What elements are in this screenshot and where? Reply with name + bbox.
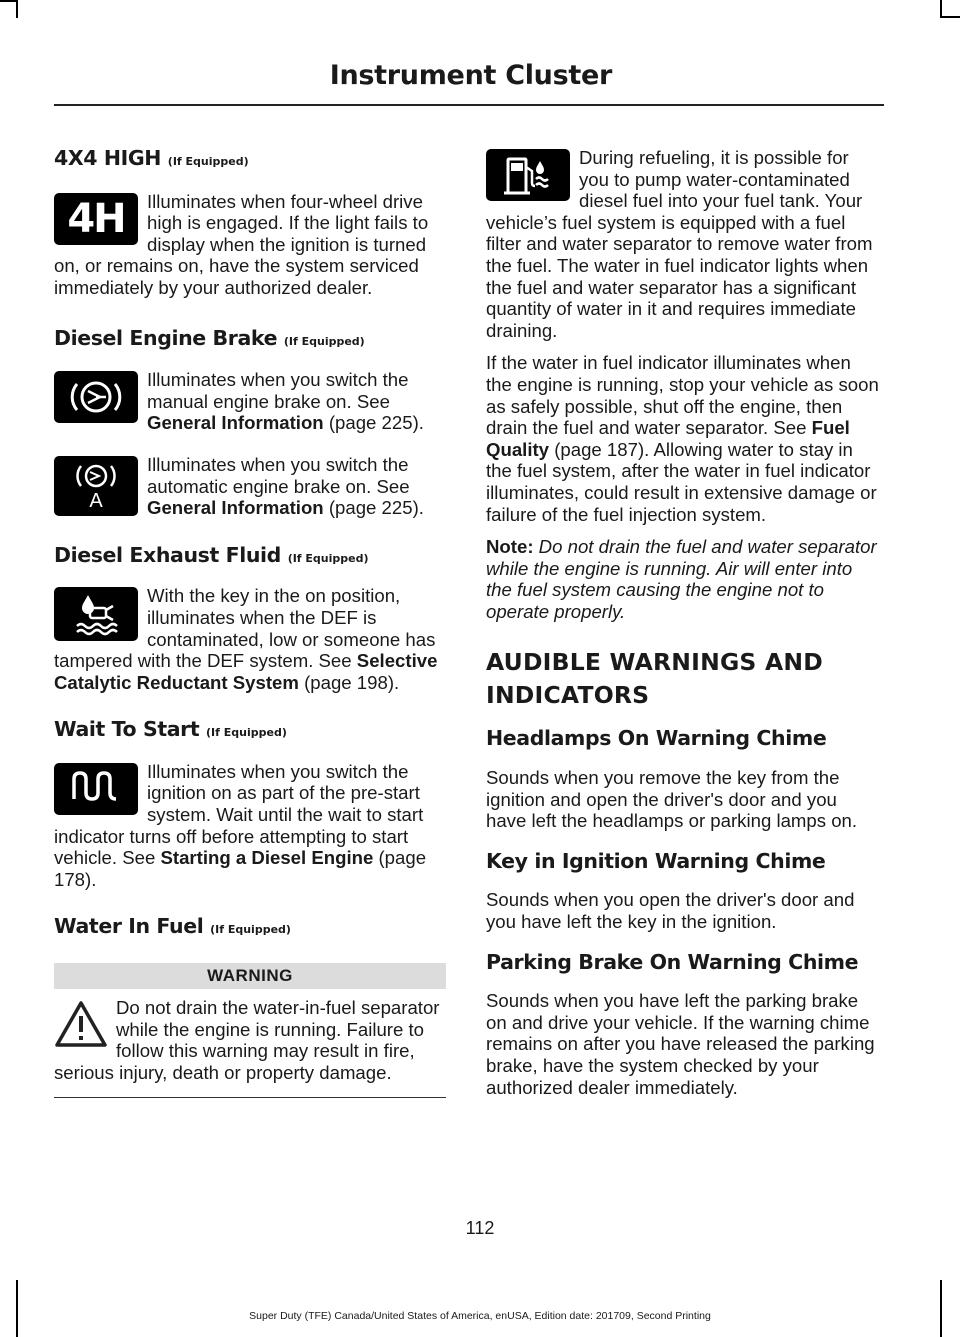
- body-text: During refueling, it is possible for you to pump water-contaminated diesel fuel into your fuel tank. Your vehicle’s fuel system is equipped with a fuel filter and water separator to remove water from the fuel. The water in fuel indicator lights when the fuel and water separator has a significant quantity of water in it and requires immediate draining.: [486, 147, 873, 341]
- water-in-fuel-icon: [486, 149, 570, 201]
- section-heading-water-in-fuel: Water In Fuel (If Equipped): [54, 914, 291, 939]
- glow-plug-icon: [54, 763, 138, 815]
- section-heading-diesel-engine-brake: Diesel Engine Brake (If Equipped): [54, 325, 365, 350]
- crop-mark: [940, 1280, 942, 1337]
- if-equipped-label: (If Equipped): [167, 155, 249, 168]
- body-text: Illuminates when four-wheel drive high is engaged. If the light fails to display when the ignition is turned on, or remains on, have the system serviced immediately by your authorized dealer.: [54, 190, 429, 298]
- body-text: Sounds when you remove the key from the ignition and open the driver's door and you have left the headlamps or parking lamps on.: [486, 767, 858, 832]
- crop-mark: [16, 0, 18, 18]
- if-equipped-label: (If Equipped): [206, 726, 287, 740]
- body-text: With the key in the on position, illuminates when the DEF is contaminated, low or someone has tampered with the DEF system. See Selective Catalytic Reductant System (page 198).: [54, 585, 438, 693]
- footer-text: Super Duty (TFE) Canada/United States of America, enUSA, Edition date: 201709, Second Printing: [249, 1310, 711, 1322]
- page-number: 112: [465, 1218, 495, 1238]
- heading-parking-brake-chime: Parking Brake On Warning Chime: [486, 949, 859, 974]
- body-text: If the water in fuel indicator illuminates when the engine is running, stop your vehicle as soon as safely possible, shut off the engine, then drain the fuel and water separator. See Fuel Quality (page 187). Allowing water to stay in the fuel system, after the water in fuel indicator illuminates, could result in extensive damage or failure of the fuel injection system.: [486, 352, 879, 525]
- section-heading-diesel-exhaust-fluid: Diesel Exhaust Fluid (If Equipped): [54, 542, 369, 567]
- body-text: Illuminates when you switch the automatic engine brake on. See General Information (page 225).: [147, 453, 424, 519]
- note-text: Note: Do not drain the fuel and water separator while the engine is running. Air will enter into the fuel system causing the engine not to operate properly.: [486, 536, 877, 622]
- if-equipped-label: (If Equipped): [287, 551, 369, 565]
- page-title: Instrument Cluster: [329, 60, 612, 91]
- right-column: [486, 138, 880, 1098]
- warning-block: [54, 997, 446, 1083]
- body-text: Sounds when you open the driver's door and you have left the key in the ignition.: [486, 889, 855, 933]
- def-warning-icon: [54, 587, 138, 641]
- warning-text: Do not drain the water-in-fuel separator while the engine is running. Failure to follow this warning may result in fire, serious injury, death or property damage.: [54, 997, 440, 1083]
- warning-banner: WARNING: [54, 963, 446, 989]
- entry-automatic-engine-brake: [54, 454, 446, 519]
- left-column: [54, 138, 446, 1098]
- crop-mark: [16, 1280, 18, 1337]
- 4h-icon: 4H: [54, 193, 138, 245]
- entry-manual-engine-brake: [54, 369, 446, 434]
- xref-link[interactable]: Selective Catalytic Reductant System: [54, 650, 438, 693]
- section-heading-4x4-high: 4X4 HIGH (If Equipped): [54, 146, 249, 170]
- section-heading-wait-to-start: Wait To Start (If Equipped): [54, 717, 287, 742]
- header-divider: [54, 104, 884, 106]
- xref-link[interactable]: General Information: [147, 412, 324, 434]
- heading-headlamps-chime: Headlamps On Warning Chime: [486, 726, 827, 751]
- body-text: Illuminates when you switch the ignition on as part of the pre-start system. Wait until the wait to start indicator turns off before attempting to start vehicle. See Starting a Diesel Engine (page 178).: [54, 760, 427, 890]
- warning-divider: [54, 1097, 446, 1098]
- warning-triangle-icon: [54, 999, 108, 1049]
- body-text: Illuminates when you switch the manual engine brake on. See General Information (page 225).: [147, 369, 424, 434]
- entry-4x4-high: [54, 191, 446, 299]
- entry-water-in-fuel: [486, 147, 880, 341]
- xref-link[interactable]: Fuel Quality: [486, 417, 850, 460]
- body-text: Sounds when you have left the parking brake on and drive your vehicle. If the warning chime remains on after you have released the parking brake, have the system checked by your authorized dealer immediately.: [486, 990, 875, 1098]
- if-equipped-label: (If Equipped): [283, 334, 365, 348]
- xref-link[interactable]: Starting a Diesel Engine: [160, 847, 374, 869]
- entry-diesel-exhaust-fluid: [54, 585, 446, 693]
- automatic-engine-brake-icon: A: [54, 456, 138, 516]
- entry-wait-to-start: [54, 761, 446, 891]
- section-heading-audible-warnings: AUDIBLE WARNINGS AND INDICATORS: [486, 648, 823, 710]
- crop-mark: [940, 16, 960, 18]
- if-equipped-label: (If Equipped): [210, 923, 291, 937]
- xref-link[interactable]: General Information: [147, 497, 324, 519]
- engine-brake-icon: [54, 371, 138, 423]
- heading-key-in-ignition-chime: Key in Ignition Warning Chime: [486, 848, 826, 873]
